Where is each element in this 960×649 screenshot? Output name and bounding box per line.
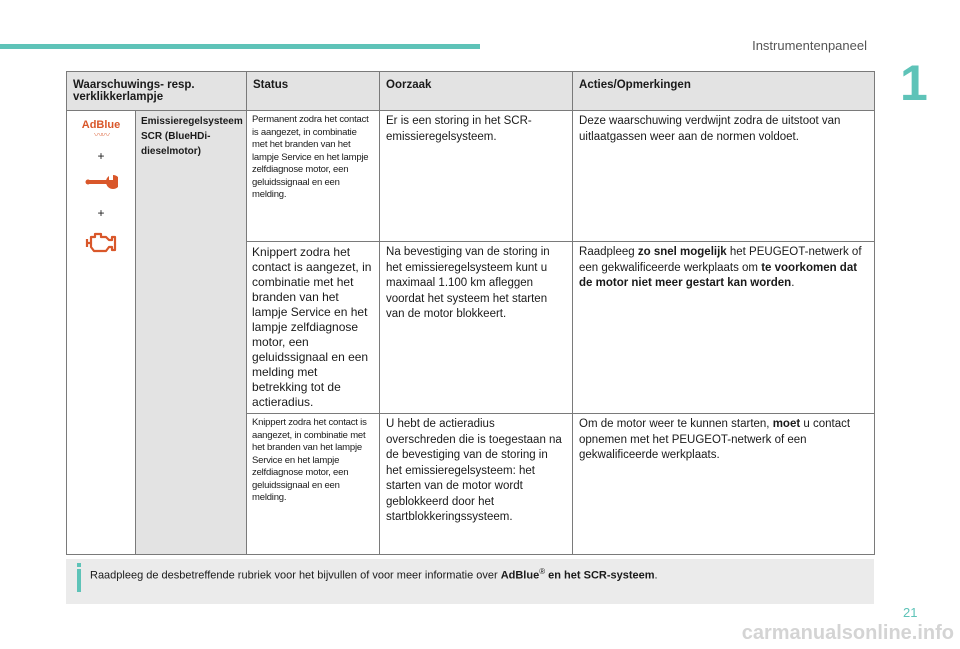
status-text: Knippert zodra het contact is aangezet, in combinatie met het branden van het lampje Service en het lampje zelfdiagnose motor, een geluidssignaal en een melding. — [247, 414, 380, 555]
action-text: Deze waarschuwing verdwijnt zodra de uitstoot van uitlaatgassen weer aan de normen voldoet. — [573, 111, 875, 242]
col-header-cause: Oorzaak — [380, 72, 573, 111]
icon-cell — [67, 111, 136, 555]
info-icon-dot — [77, 563, 81, 567]
col-header-lamp: Waarschuwings- resp. verklikkerlampje — [67, 72, 247, 111]
info-icon — [77, 569, 81, 592]
status-text: Knippert zodra het contact is aangezet, in combinatie met het branden van het lampje Service en het lampje zelfdiagnose motor, een geluidssignaal en een melding met betrekking tot de actieradius. — [247, 242, 380, 414]
action-text: Om de motor weer te kunnen starten, moet u contact opnemen met het PEUGEOT-netwerk of een gekwalificeerde werkplaats. — [573, 414, 875, 555]
cause-text: U hebt de actieradius overschreden die is toegestaan na de bevestiging van de storing in het emissieregelsysteem: het starten van de motor wordt geblokkeerd door het startblokkeringssysteem. — [380, 414, 573, 555]
col-header-status: Status — [247, 72, 380, 111]
wrench-icon — [68, 173, 134, 196]
info-box — [66, 559, 874, 604]
plus-sign: + — [97, 206, 105, 220]
page-number: 21 — [903, 605, 918, 620]
action-text: Raadpleeg zo snel mogelijk het PEUGEOT-netwerk of een gekwalificeerde werkplaats om te voorkomen dat de motor niet meer gestart kan worden. — [573, 242, 875, 414]
watermark: carmanualsonline.info — [741, 622, 954, 644]
status-name: Emissieregelsysteem SCR (BlueHDi-dieselmotor) — [136, 111, 247, 555]
table-row — [67, 111, 875, 242]
section-title: Instrumentenpaneel — [752, 38, 867, 53]
adblue-icon: AdBlue 〰〰 — [81, 119, 121, 140]
chapter-number: 1 — [900, 55, 928, 111]
status-text: Permanent zodra het contact is aangezet, in combinatie met het branden van het lampje Service en het lampje zelfdiagnose motor, een geluidssignaal en een melding. — [247, 111, 380, 242]
cause-text: Na bevestiging van de storing in het emissieregelsysteem kunt u maximaal 1.100 km afleggen voordat het systeem het starten van de motor blokkeert. — [380, 242, 573, 414]
col-header-action: Acties/Opmerkingen — [573, 72, 875, 111]
engine-check-icon — [68, 230, 134, 261]
warning-lights-table — [66, 71, 875, 555]
table-header-row — [67, 72, 875, 111]
plus-sign: + — [97, 149, 105, 163]
header-accent-bar — [0, 44, 480, 49]
cause-text: Er is een storing in het SCR-emissieregelsysteem. — [380, 111, 573, 242]
info-text: Raadpleeg de desbetreffende rubriek voor het bijvullen of voor meer informatie over AdBlue® en het SCR-systeem. — [90, 567, 658, 582]
